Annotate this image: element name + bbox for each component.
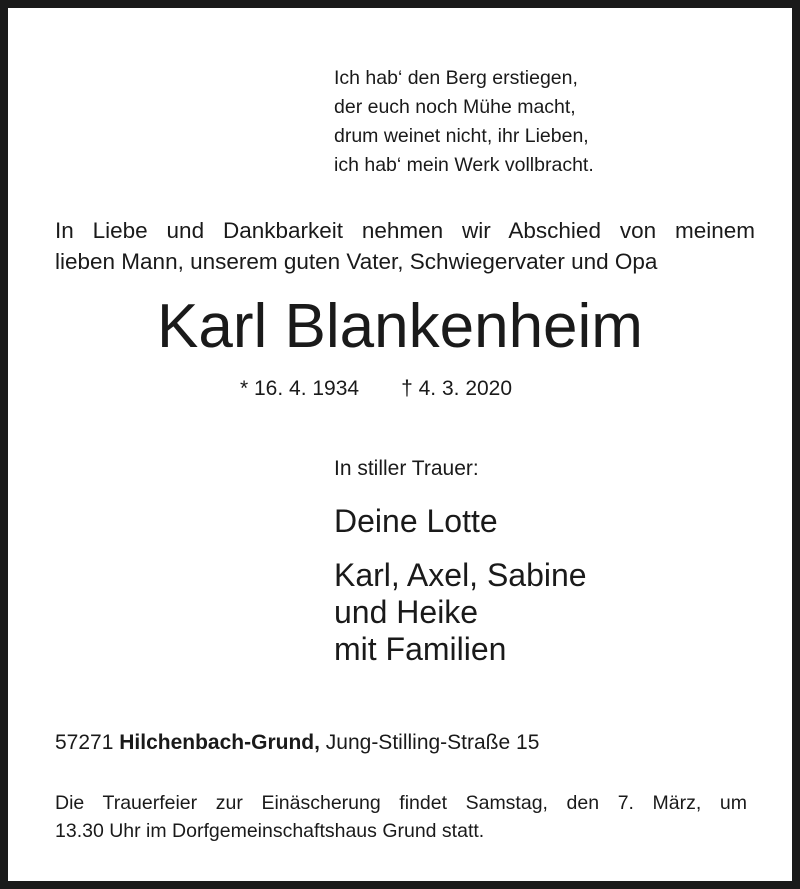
funeral-line: Die Trauerfeier zur Einäscherung findet Samstag, den 7. März, um <box>55 792 747 814</box>
city: Hilchenbach-Grund, <box>119 731 320 754</box>
family-line: Karl, Axel, Sabine <box>334 557 587 593</box>
poem-line: Ich hab‘ den Berg erstiegen, <box>334 67 578 89</box>
deceased-name: Karl Blankenheim <box>157 292 643 361</box>
street: Jung-Stilling-Straße 15 <box>325 731 540 754</box>
family-line: mit Familien <box>334 631 507 667</box>
spouse-name: Deine Lotte <box>334 503 498 539</box>
birth-date: * 16. 4. 1934 <box>240 377 360 400</box>
poem-line: drum weinet nicht, ihr Lieben, <box>334 125 589 147</box>
intro-line: In Liebe und Dankbarkeit nehmen wir Abschied von meinem <box>55 218 755 243</box>
family-names <box>334 557 587 668</box>
poem-line: ich hab‘ mein Werk vollbracht. <box>334 154 594 176</box>
death-date: † 4. 3. 2020 <box>401 377 513 400</box>
intro-text <box>55 215 755 277</box>
funeral-info <box>55 789 747 845</box>
mourning-label: In stiller Trauer: <box>334 457 479 480</box>
family-line: und Heike <box>334 594 479 630</box>
postcode: 57271 <box>55 731 114 754</box>
funeral-line: 13.30 Uhr im Dorfgemeinschaftshaus Grund statt. <box>55 820 485 842</box>
poem-line: der euch noch Mühe macht, <box>334 96 576 118</box>
address <box>55 728 539 758</box>
intro-line: lieben Mann, unserem guten Vater, Schwiegervater und Opa <box>55 249 658 274</box>
poem <box>334 64 594 180</box>
life-dates <box>240 374 512 404</box>
